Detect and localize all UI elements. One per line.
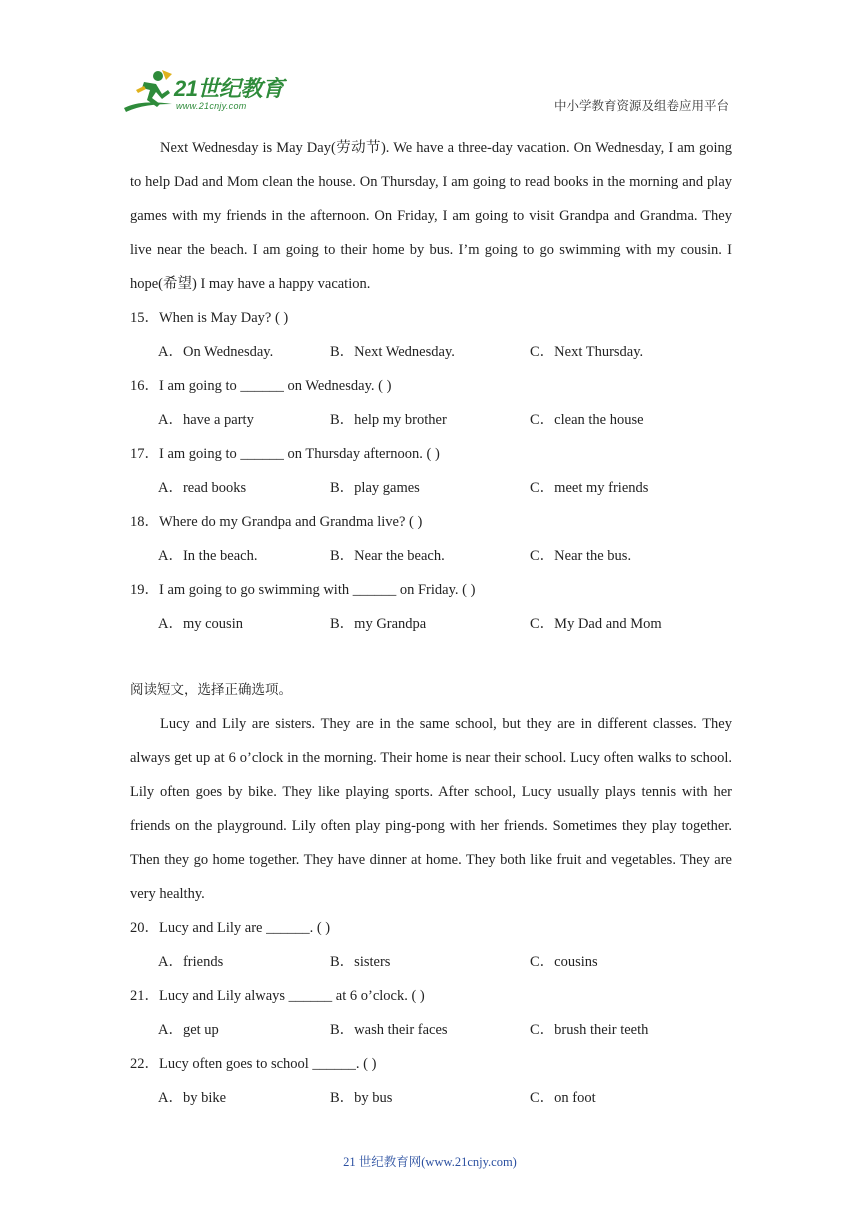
- option-c: C．Next Thursday.: [530, 344, 644, 360]
- option-c: C．cousins: [530, 954, 598, 970]
- option-c: C．on foot: [530, 1090, 596, 1106]
- logo-text: 21世纪教育: [174, 76, 284, 101]
- platform-title: 中小学教育资源及组卷应用平台: [553, 98, 729, 113]
- question-20: 20．Lucy and Lily are ______. ( ): [130, 920, 331, 936]
- question-15: 15．When is May Day? ( ): [130, 310, 289, 326]
- section-2-title: 阅读短文，选择正确选项。: [130, 682, 292, 698]
- passage-1: Next Wednesday is May Day(劳动节). We have a three-day vacation. On Wednesday, I am going to help Dad and Mom clean the house. On Thursday, I am going to read books in the morning and play games with my friends in the afternoon. On Friday, I am going to visit Grandpa and Grandma. They live near the beach. I am going to their home by bus. I’m going to go swimming with my cousin. I hope(希望) I may have a happy vacation.: [130, 140, 732, 292]
- options-17: [130, 471, 732, 505]
- question-19: 19．I am going to go swimming with ______ on Friday. ( ): [130, 582, 476, 598]
- logo-url: www.21cnjy.com: [176, 101, 247, 111]
- question-group-1: [130, 301, 732, 641]
- option-a: A．read books: [158, 480, 247, 496]
- options-16: [130, 403, 732, 437]
- option-c: C．clean the house: [530, 412, 644, 428]
- option-b: B．help my brother: [330, 412, 447, 428]
- logo: [122, 68, 292, 116]
- option-a: A．my cousin: [158, 616, 243, 632]
- question-21: 21．Lucy and Lily always ______ at 6 o’clock. ( ): [130, 988, 425, 1004]
- option-b: B．Near the beach.: [330, 548, 445, 564]
- document-body: [130, 131, 732, 1115]
- option-b: B．wash their faces: [330, 1022, 448, 1038]
- option-b: B．Next Wednesday.: [330, 344, 455, 360]
- passage-2: Lucy and Lily are sisters. They are in the same school, but they are in different classes. They always get up at 6 o’clock in the morning. Their home is near their school. Lucy often walks to school. Lily often goes by bike. They like playing sports. After school, Lucy usually plays tennis with her friends on the playground. Lily often play ping-pong with her friends. Sometimes they play together. Then they go home together. They have dinner at home. They both like fruit and vegetables. They are very healthy.: [130, 716, 732, 902]
- option-a: A．by bike: [158, 1090, 227, 1106]
- option-b: B．my Grandpa: [330, 616, 427, 632]
- option-a: A．On Wednesday.: [158, 344, 274, 360]
- options-20: [130, 945, 732, 979]
- option-a: A．friends: [158, 954, 224, 970]
- option-c: C．Near the bus.: [530, 548, 632, 564]
- option-a: A．In the beach.: [158, 548, 258, 564]
- question-group-2: [130, 911, 732, 1115]
- option-a: A．have a party: [158, 412, 254, 428]
- question-17: 17．I am going to ______ on Thursday afternoon. ( ): [130, 446, 440, 462]
- question-16: 16．I am going to ______ on Wednesday. ( ): [130, 378, 392, 394]
- option-c: C．brush their teeth: [530, 1022, 649, 1038]
- options-18: [130, 539, 732, 573]
- options-19: [130, 607, 732, 641]
- runner-logo-icon: [122, 68, 176, 114]
- page-footer[interactable]: 21 世纪教育网(www.21cnjy.com): [343, 1155, 517, 1169]
- options-21: [130, 1013, 732, 1047]
- page-header: [0, 0, 860, 120]
- options-22: [130, 1081, 732, 1115]
- question-18: 18．Where do my Grandpa and Grandma live? ( ): [130, 514, 423, 530]
- options-15: [130, 335, 732, 369]
- option-c: C．meet my friends: [530, 480, 649, 496]
- option-b: B．play games: [330, 480, 420, 496]
- option-b: B．sisters: [330, 954, 391, 970]
- option-a: A．get up: [158, 1022, 219, 1038]
- question-22: 22．Lucy often goes to school ______. ( ): [130, 1056, 377, 1072]
- option-c: C．My Dad and Mom: [530, 616, 662, 632]
- option-b: B．by bus: [330, 1090, 393, 1106]
